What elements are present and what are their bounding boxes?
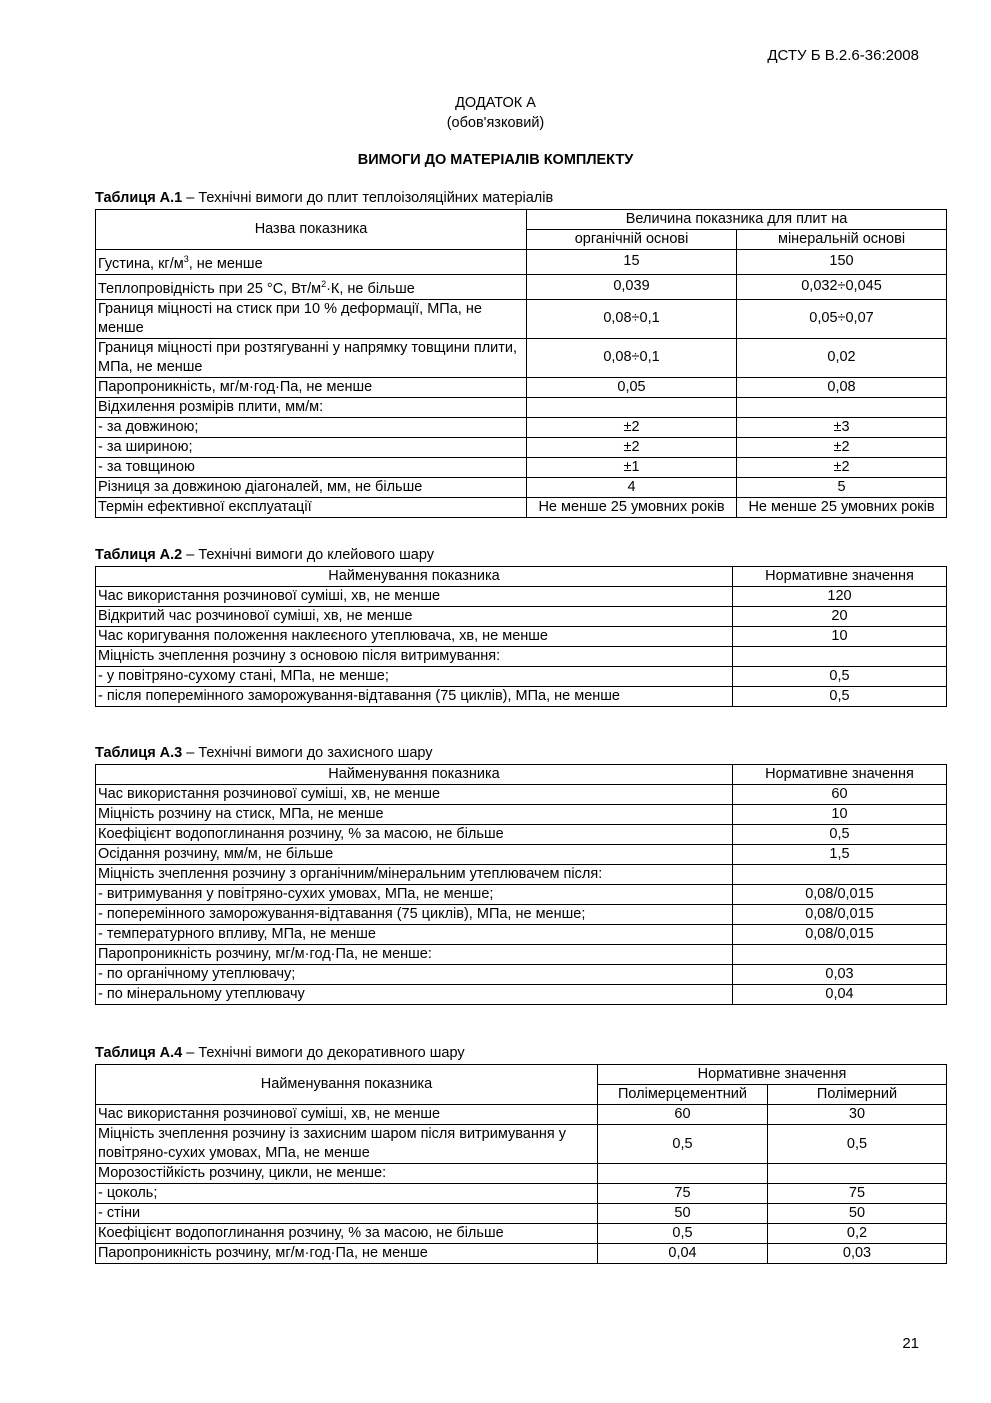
table4 [95,1064,947,1264]
table-cell-value: 0,02 [737,338,947,377]
table-cell-value [733,945,947,965]
table-cell-value: 0,04 [598,1244,768,1264]
table-cell-name: Границя міцності при розтягуванні у напрямку товщини плити, МПа, не менше [96,338,527,377]
table-cell-value: Не менше 25 умовних років [737,497,947,517]
table-row [96,1244,947,1264]
table-cell-name: - за шириною; [96,437,527,457]
table2-caption-label: Таблиця А.2 [95,547,183,563]
table2-caption [95,547,434,563]
table-cell-value [768,1164,947,1184]
table-cell-value: 5 [737,477,947,497]
table-row [96,587,947,607]
table-cell-value: 75 [768,1184,947,1204]
table-row [96,785,947,805]
table-cell-name: - температурного впливу, МПа, не менше [96,925,733,945]
table-cell-name: Відкритий час розчинової суміші, хв, не менше [96,607,733,627]
table-cell-value: 30 [768,1105,947,1125]
table-row [96,687,947,707]
table-cell-value: 0,04 [733,985,947,1005]
table3-header-row [96,765,947,785]
table-cell-name: Коефіцієнт водопоглинання розчину, % за масою, не більше [96,1224,598,1244]
annex-subtitle: (обов'язковий) [446,115,545,131]
table-row [96,865,947,885]
table2-header-name: Найменування показника [96,567,733,587]
table-cell-name: Паропроникність розчину, мг/м·год·Па, не менше [96,1244,598,1264]
table4-header-col2: Полімерний [768,1085,947,1105]
table-cell-name: Час використання розчинової суміші, хв, не менше [96,587,733,607]
table-row [96,965,947,985]
table-cell-name: Міцність зчеплення розчину з основою після витримування: [96,647,733,667]
table-cell-value: 1,5 [733,845,947,865]
table-cell-value: 4 [527,477,737,497]
table-cell-value: 75 [598,1184,768,1204]
table-cell-value: 15 [527,250,737,275]
table3-caption [95,745,433,761]
table-cell-name: - витримування у повітряно-сухих умовах, МПа, не менше; [96,885,733,905]
table-row [96,477,947,497]
table-row [96,985,947,1005]
table-cell-value [737,397,947,417]
table-cell-name: Міцність розчину на стиск, МПа, не менше [96,805,733,825]
table-row [96,1204,947,1224]
table-row [96,885,947,905]
table-cell-value: ±2 [737,437,947,457]
table-row [96,1125,947,1164]
table-row [96,647,947,667]
table-cell-name: Відхилення розмірів плити, мм/м: [96,397,527,417]
table-cell-value: 10 [733,627,947,647]
table-cell-name: Густина, $кг/м^3$, не менше [96,250,527,275]
section-title: ВИМОГИ ДО МАТЕРІАЛІВ КОМПЛЕКТУ [357,152,634,168]
table-cell-name: Коефіцієнт водопоглинання розчину, % за масою, не більше [96,825,733,845]
table-cell-name: - по органічному утеплювачу; [96,965,733,985]
table-cell-name: Час коригування положення наклеєного утеплювача, хв, не менше [96,627,733,647]
table4-caption [95,1045,465,1061]
table-cell-name: - стіни [96,1204,598,1224]
table-row [96,805,947,825]
table-cell-name: - після поперемінного заморожування-відтавання (75 циклів), МПа, не менше [96,687,733,707]
table-cell-name: - цоколь; [96,1184,598,1204]
table-cell-value: 0,03 [733,965,947,985]
table-cell-name: Паропроникність, мг/м·год·Па, не менше [96,377,527,397]
table-cell-value: 20 [733,607,947,627]
table-row [96,299,947,338]
table-cell-value: 0,05 [527,377,737,397]
table-cell-value: 120 [733,587,947,607]
table-cell-value: 0,5 [733,687,947,707]
table-cell-value: ±2 [527,417,737,437]
table-cell-value: 0,039 [527,274,737,299]
table-cell-name: Осідання розчину, мм/м, не більше [96,845,733,865]
table3 [95,764,947,1005]
table-cell-name: Час використання розчинової суміші, хв, не менше [96,785,733,805]
table-cell-value: 0,2 [768,1224,947,1244]
table-row [96,1164,947,1184]
table-cell-value: 0,05÷0,07 [737,299,947,338]
table4-header-col1: Полімерцементний [598,1085,768,1105]
table1 [95,209,947,518]
table-cell-value: 0,08/0,015 [733,925,947,945]
table-cell-value: 60 [733,785,947,805]
table2-header-row [96,567,947,587]
table-cell-value: 0,5 [768,1125,947,1164]
table-cell-value: 0,5 [598,1125,768,1164]
table-row [96,437,947,457]
table-row [96,607,947,627]
table-cell-value: 0,5 [598,1224,768,1244]
table-row [96,397,947,417]
table1-header-group: Величина показника для плит на [527,210,947,230]
table1-header-name: Назва показника [96,210,527,250]
table-row [96,497,947,517]
table-cell-value [733,647,947,667]
table4-caption-label: Таблиця А.4 [95,1045,183,1061]
table-row [96,945,947,965]
table-row [96,417,947,437]
table-row [96,925,947,945]
table1-header-col2: мінеральній основі [737,230,947,250]
table-cell-value: 0,08÷0,1 [527,299,737,338]
table3-header-name: Найменування показника [96,765,733,785]
table-cell-value: 10 [733,805,947,825]
table-row [96,1184,947,1204]
table2 [95,566,947,707]
table-cell-name: Час використання розчинової суміші, хв, не менше [96,1105,598,1125]
table-cell-value [598,1164,768,1184]
table-cell-name: Теплопровідність при 25 °С, $Вт/м^2\cdot К$, не більше [96,274,527,299]
table-cell-value: ±2 [527,437,737,457]
table-row [96,274,947,299]
table-cell-value: 0,032÷0,045 [737,274,947,299]
table-cell-name: Різниця за довжиною діагоналей, мм, не більше [96,477,527,497]
table-cell-value: 0,03 [768,1244,947,1264]
table1-caption-text: – Технічні вимоги до плит теплоізоляційних матеріалів [182,190,554,206]
table-row [96,627,947,647]
table3-caption-text: – Технічні вимоги до захисного шару [182,745,433,761]
table2-caption-text: – Технічні вимоги до клейового шару [182,547,434,563]
table1-header-col1: органічній основі [527,230,737,250]
table-cell-value: 0,5 [733,667,947,687]
table-cell-value: 50 [768,1204,947,1224]
table-cell-name: - поперемінного заморожування-відтавання (75 циклів), МПа, не менше; [96,905,733,925]
table1-header-row [96,210,947,230]
table-cell-name: Границя міцності на стиск при 10 % деформації, МПа, не менше [96,299,527,338]
table-cell-value: 0,08/0,015 [733,885,947,905]
table-row [96,845,947,865]
table-cell-value: 0,08 [737,377,947,397]
table-row [96,905,947,925]
table-cell-name: - за товщиною [96,457,527,477]
table-cell-value: ±2 [737,457,947,477]
table-row [96,338,947,377]
table-row [96,667,947,687]
table-cell-value [527,397,737,417]
table-cell-name: - у повітряно-сухому стані, МПа, не менше; [96,667,733,687]
table-cell-value: Не менше 25 умовних років [527,497,737,517]
table4-header-group: Нормативне значення [598,1065,947,1085]
table4-header-name: Найменування показника [96,1065,598,1105]
table-row [96,250,947,275]
table-cell-name: Морозостійкість розчину, цикли, не менше: [96,1164,598,1184]
table-cell-value: 150 [737,250,947,275]
table-cell-value [733,865,947,885]
table4-header-row [96,1065,947,1085]
table-cell-value: 0,5 [733,825,947,845]
table-cell-name: - по мінеральному утеплювачу [96,985,733,1005]
table-cell-value: 60 [598,1105,768,1125]
table-cell-value: 50 [598,1204,768,1224]
table-cell-name: Термін ефективної експлуатації [96,497,527,517]
table-row [96,1105,947,1125]
table-cell-value: 0,08÷0,1 [527,338,737,377]
table-cell-name: Паропроникність розчину, мг/м·год·Па, не менше: [96,945,733,965]
table1-caption-label: Таблиця А.1 [95,190,183,206]
document-code: ДСТУ Б В.2.6-36:2008 [767,47,919,64]
page-number: 21 [902,1335,919,1352]
annex-title: ДОДАТОК А [455,95,536,111]
table1-caption [95,190,553,206]
table-cell-value: 0,08/0,015 [733,905,947,925]
table-row [96,825,947,845]
table-row [96,377,947,397]
table-cell-name: Міцність зчеплення розчину з органічним/мінеральним утеплювачем після: [96,865,733,885]
table-cell-name: Міцність зчеплення розчину із захисним шаром після витримування у повітряно-сухих умовах, МПа, не менше [96,1125,598,1164]
table3-caption-label: Таблиця А.3 [95,745,183,761]
table2-header-value: Нормативне значення [733,567,947,587]
table-cell-name: - за довжиною; [96,417,527,437]
table4-caption-text: – Технічні вимоги до декоративного шару [182,1045,465,1061]
table3-header-value: Нормативне значення [733,765,947,785]
table-row [96,457,947,477]
table-cell-value: ±1 [527,457,737,477]
table-row [96,1224,947,1244]
table-cell-value: ±3 [737,417,947,437]
